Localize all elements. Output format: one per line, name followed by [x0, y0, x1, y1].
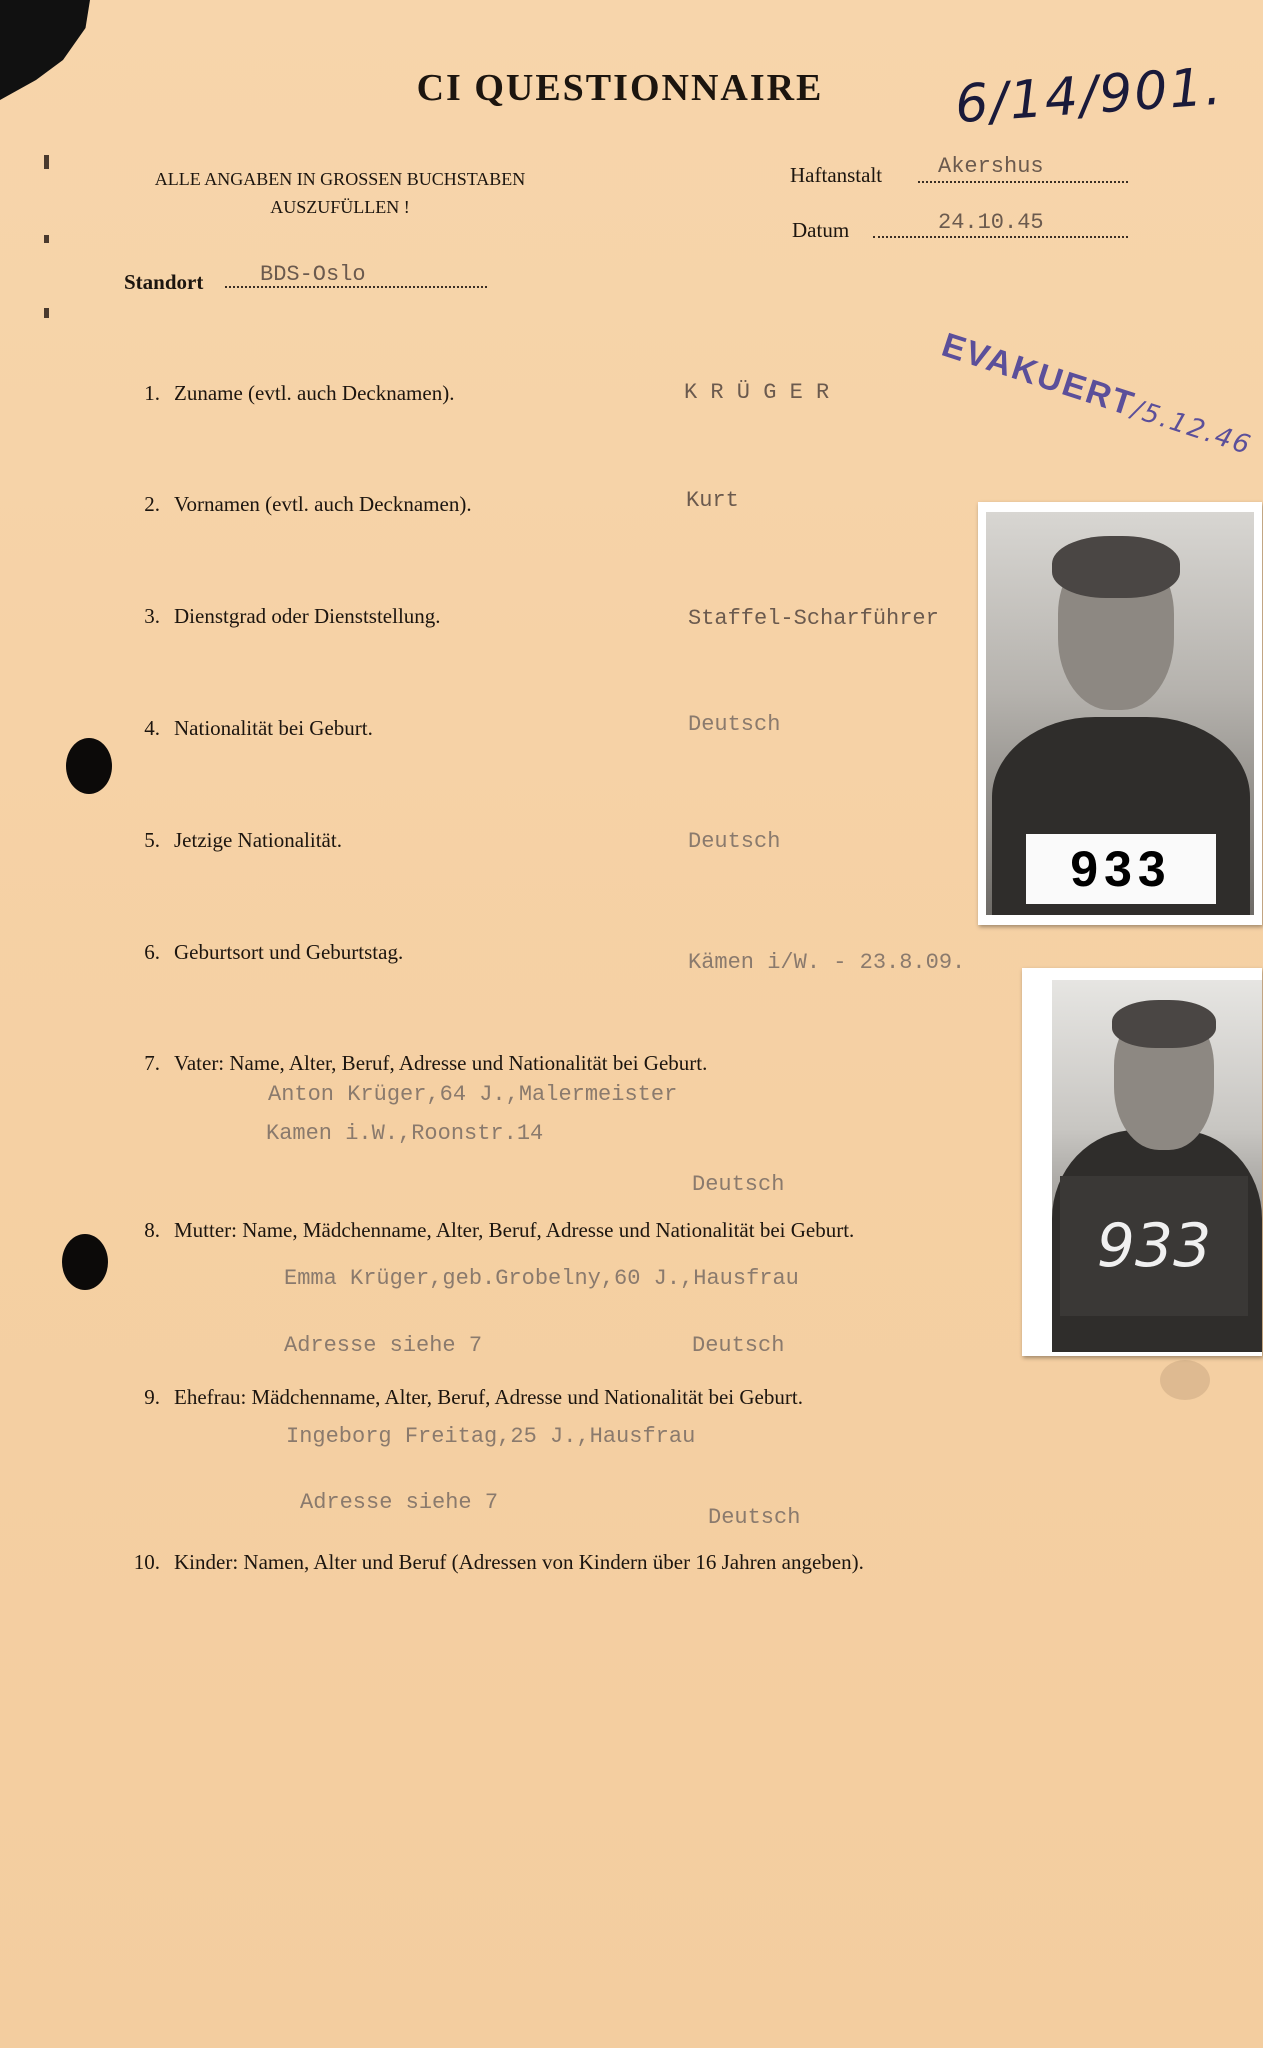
question-label: Zuname (evtl. auch Decknamen).	[174, 381, 455, 405]
answer-7-line-2: Kamen i.W.,Roonstr.14	[266, 1121, 544, 1146]
question-label: Vater: Name, Alter, Beruf, Adresse und Nationalität bei Geburt.	[174, 1051, 708, 1075]
answer-9-nationality: Deutsch	[708, 1505, 801, 1530]
question-8	[120, 1218, 854, 1243]
answer-3: Staffel-Scharführer	[688, 606, 939, 631]
question-number: 9.	[144, 1385, 160, 1409]
question-3	[120, 604, 441, 629]
question-5	[120, 828, 342, 853]
question-label: Mutter: Name, Mädchenname, Alter, Beruf, Adresse und Nationalität bei Geburt.	[174, 1218, 855, 1242]
question-10	[120, 1550, 864, 1575]
stamp-text: EVAKUERT	[937, 325, 1140, 424]
answer-8-line-2: Adresse siehe 7	[284, 1333, 483, 1358]
question-number: 3.	[144, 604, 160, 628]
photo-id-sign: 933	[1060, 1176, 1248, 1316]
datum-label: Datum	[792, 218, 850, 242]
question-label: Geburtsort und Geburtstag.	[174, 940, 404, 964]
punch-hole	[62, 1234, 108, 1290]
question-number: 6.	[144, 940, 160, 964]
question-number: 8.	[144, 1218, 160, 1242]
instruction-text	[120, 165, 560, 221]
haftanstalt-line	[918, 181, 1128, 183]
answer-8-nationality: Deutsch	[692, 1333, 785, 1358]
question-label: Kinder: Namen, Alter und Beruf (Adressen von Kindern über 16 Jahren angeben).	[174, 1550, 864, 1574]
paper-stain	[1160, 1360, 1210, 1400]
answer-1: K R Ü G E R	[684, 380, 830, 405]
standort-value: BDS-Oslo	[260, 262, 366, 287]
answer-7-line-1: Anton Krüger,64 J.,Malermeister	[268, 1082, 678, 1107]
standort-label: Standort	[124, 270, 204, 294]
answer-9-line-1: Ingeborg Freitag,25 J.,Hausfrau	[286, 1424, 696, 1449]
answer-5: Deutsch	[688, 829, 781, 854]
edge-mark	[44, 155, 49, 169]
answer-2: Kurt	[686, 488, 739, 513]
question-9	[120, 1385, 803, 1410]
answer-9-line-2: Adresse siehe 7	[300, 1490, 499, 1515]
question-2	[120, 492, 472, 517]
question-label: Dienstgrad oder Dienststellung.	[174, 604, 441, 628]
question-4	[120, 716, 373, 741]
datum-line	[873, 236, 1128, 238]
answer-7-nationality: Deutsch	[692, 1172, 785, 1197]
photo-hair	[1112, 1000, 1216, 1048]
photo-id-sign: 933	[1026, 834, 1216, 904]
question-label: Ehefrau: Mädchenname, Alter, Beruf, Adresse und Nationalität bei Geburt.	[174, 1385, 803, 1409]
stamp-handwritten-date: /5.12.46	[1128, 394, 1256, 462]
photo-image	[1052, 980, 1262, 1352]
answer-4: Deutsch	[688, 712, 781, 737]
question-label: Nationalität bei Geburt.	[174, 716, 373, 740]
question-number: 4.	[144, 716, 160, 740]
question-number: 1.	[144, 381, 160, 405]
question-number: 7.	[144, 1051, 160, 1075]
punch-hole	[66, 738, 112, 794]
haftanstalt-label: Haftanstalt	[790, 163, 883, 187]
question-label: Vornamen (evtl. auch Decknamen).	[174, 492, 472, 516]
answer-8-line-1: Emma Krüger,geb.Grobelny,60 J.,Hausfrau	[284, 1266, 799, 1291]
question-7	[120, 1051, 707, 1076]
question-1	[120, 381, 454, 406]
question-number: 5.	[144, 828, 160, 852]
mugshot-photo-front	[978, 502, 1262, 925]
haftanstalt-value: Akershus	[938, 154, 1044, 179]
question-number: 10.	[133, 1550, 160, 1574]
question-label: Jetzige Nationalität.	[174, 828, 342, 852]
handwritten-file-ref: 6/14/901.	[953, 56, 1225, 136]
mugshot-photo-profile	[1022, 968, 1262, 1356]
edge-mark	[44, 235, 49, 243]
instruction-line-2: AUSZUFÜLLEN !	[270, 197, 410, 217]
photo-image	[986, 512, 1254, 915]
question-6	[120, 940, 403, 965]
answer-6: Kämen i/W. - 23.8.09.	[688, 950, 966, 975]
photo-hair	[1052, 536, 1180, 598]
evakuert-stamp	[937, 326, 1258, 463]
instruction-line-1: ALLE ANGABEN IN GROSSEN BUCHSTABEN	[154, 169, 526, 189]
edge-mark	[44, 308, 49, 318]
document-title: CI QUESTIONNAIRE	[416, 67, 824, 109]
datum-value: 24.10.45	[938, 210, 1044, 235]
question-number: 2.	[144, 492, 160, 516]
